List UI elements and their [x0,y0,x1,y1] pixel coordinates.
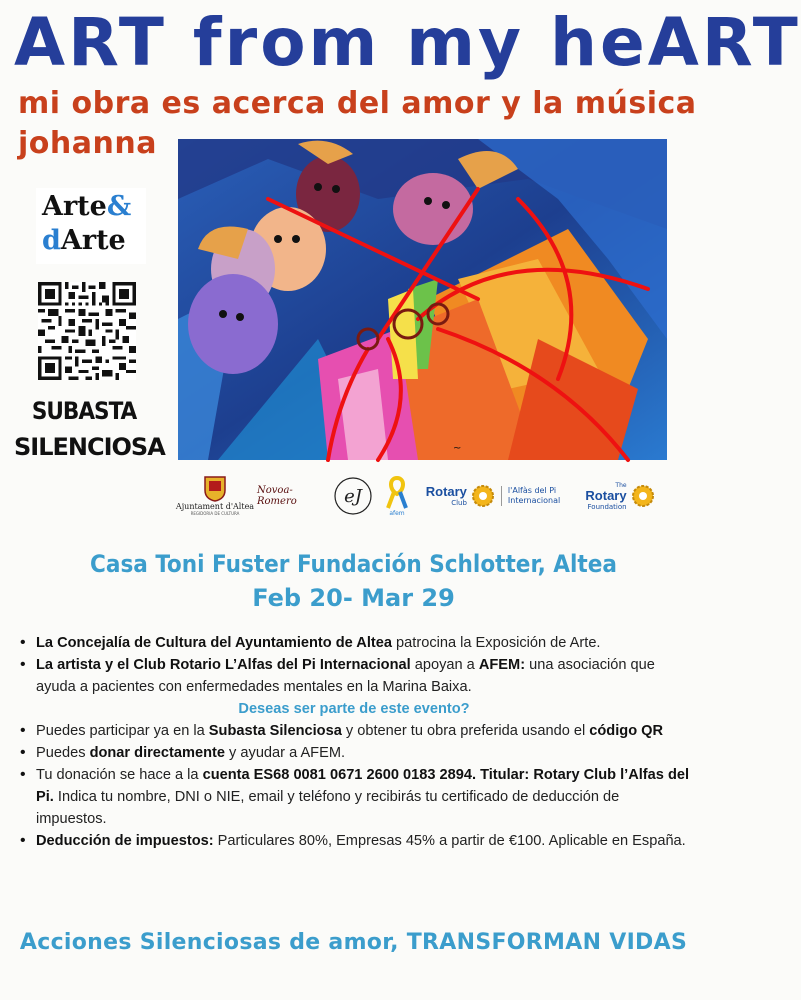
list-item: • Puedes donar directamente y ayudar a AFEM. [18,742,690,764]
foundation-rotary-word: Rotary [585,487,627,503]
silent-auction-label-line-2: SILENCIOSA [14,433,165,461]
rotary-club-logo [419,470,567,522]
logo-line-2 [42,226,126,256]
arte-darte-logo [36,188,146,264]
list-item: • Deducción de impuestos: Particulares 80%, Empresas 45% a partir de €100. Aplicable en España. [18,830,690,852]
list-item: • La Concejalía de Cultura del Ayuntamiento de Altea patrocina la Exposición de Arte. [18,632,690,654]
footer-slogan: Acciones Silenciosas de amor, TRANSFORMAN VIDAS [19,930,688,955]
poster-title: ART from my heART [14,4,801,81]
ej-monogram-logo [331,470,375,522]
silent-auction-label-line-1: SUBASTA [31,397,137,425]
event-dates: Feb 20- Mar 29 [252,584,455,612]
event-venue: Casa Toni Fuster Fundación Schlotter, Altea [90,550,617,578]
logo-word-arte: Arte [42,191,107,222]
afem-logo [379,470,415,522]
logo-line-1 [42,192,131,222]
logo-word-arte-2: Arte [60,225,126,256]
altea-subtitle: REGIDORIA DE CULTURA [190,511,240,516]
svg-text:eJ: eJ [344,486,362,507]
rotary-foundation-logo [575,470,665,522]
rotary-wheel-icon [471,484,495,508]
signature-text: Novoa-Romero [257,485,297,507]
list-item: • Puedes participar ya en la Subasta Silenciosa y obtener tu obra preferida usando el código QR [18,720,690,742]
afem-name: afem [389,509,405,517]
rotary-club-place-2: Internacional [507,496,561,505]
ajuntament-altea-logo [175,470,255,522]
artwork-painting [178,139,667,460]
rotary-club-word: Rotary [425,484,467,499]
afem-ribbon-icon [385,476,409,510]
foundation-subword: Foundation [587,502,627,511]
altea-name: Ajuntament d'Altea [175,502,255,511]
rotary-foundation-wheel-icon [631,484,655,508]
rotary-club-place-1: l'Alfàs del Pi [507,486,557,495]
sponsor-logos-bar [175,470,665,522]
logo-ampersand: & [106,191,132,222]
qr-code-icon[interactable] [38,282,136,380]
ej-monogram-icon [333,476,373,516]
list-item: • La artista y el Club Rotario L’Alfas del Pi Internacional apoyan a AFEM: una asociación que ayuda a pacientes con enfermedades mentales en la Marina Baixa. [18,654,690,698]
altea-shield-icon [204,476,226,502]
rotary-club-subword: Club [451,499,467,507]
artist-name: johanna [18,126,157,161]
svg-text:~: ~ [453,443,462,454]
logo-letter-d: d [42,225,61,256]
artist-signature-logo [257,470,329,522]
info-bullet-list [18,632,690,852]
participation-question: Deseas ser parte de este evento? [238,701,470,717]
list-item: • Tu donación se hace a la cuenta ES68 0081 0671 2600 0183 2894. Titular: Rotary Club l’Alfas del Pi. Indica tu nombre, DNI o NIE, email y teléfono y recibirás tu certificado de deducción de impuestos. [18,764,690,830]
poster-subtitle: mi obra es acerca del amor y la música [18,86,697,121]
foundation-the: The [615,481,627,489]
